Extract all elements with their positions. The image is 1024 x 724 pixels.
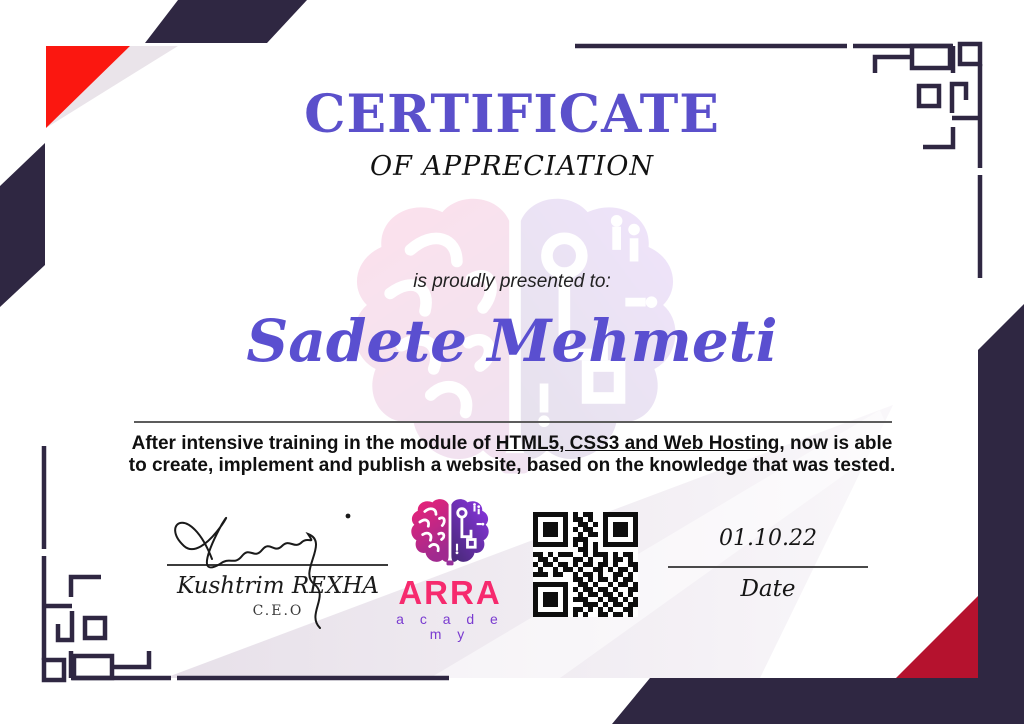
date-label: Date [740, 576, 796, 602]
certificate-title: CERTIFICATE [304, 84, 720, 145]
qr-code [533, 512, 638, 617]
top-left-navy-band [145, 0, 307, 43]
body-suffix: , now is able to create, implement and publish a website, based on the knowledge that was tested. [128, 433, 896, 476]
divider-line [134, 421, 892, 423]
arra-brain-logo-icon [408, 496, 492, 569]
certificate-subtitle: OF APPRECIATION [369, 151, 655, 182]
signer-role: C.E.O [252, 603, 304, 619]
body-prefix: After intensive training in the module of [131, 433, 496, 454]
signer-name: Kushtrim REXHA [177, 573, 379, 599]
logo-sub-text: a c a d e m y [396, 611, 504, 642]
logo-brand-text: ARRA [398, 574, 502, 611]
recipient-name: Sadete Mehmeti [246, 307, 778, 375]
date-line [668, 566, 868, 568]
bottom-right-crimson-triangle [896, 596, 978, 678]
body-module-underlined: HTML5, CSS3 and Web Hosting [495, 433, 780, 454]
date-value: 01.10.22 [719, 526, 817, 551]
arra-academy-logo [383, 496, 517, 642]
body-text [122, 433, 902, 477]
presented-line: is proudly presented to: [413, 271, 611, 292]
